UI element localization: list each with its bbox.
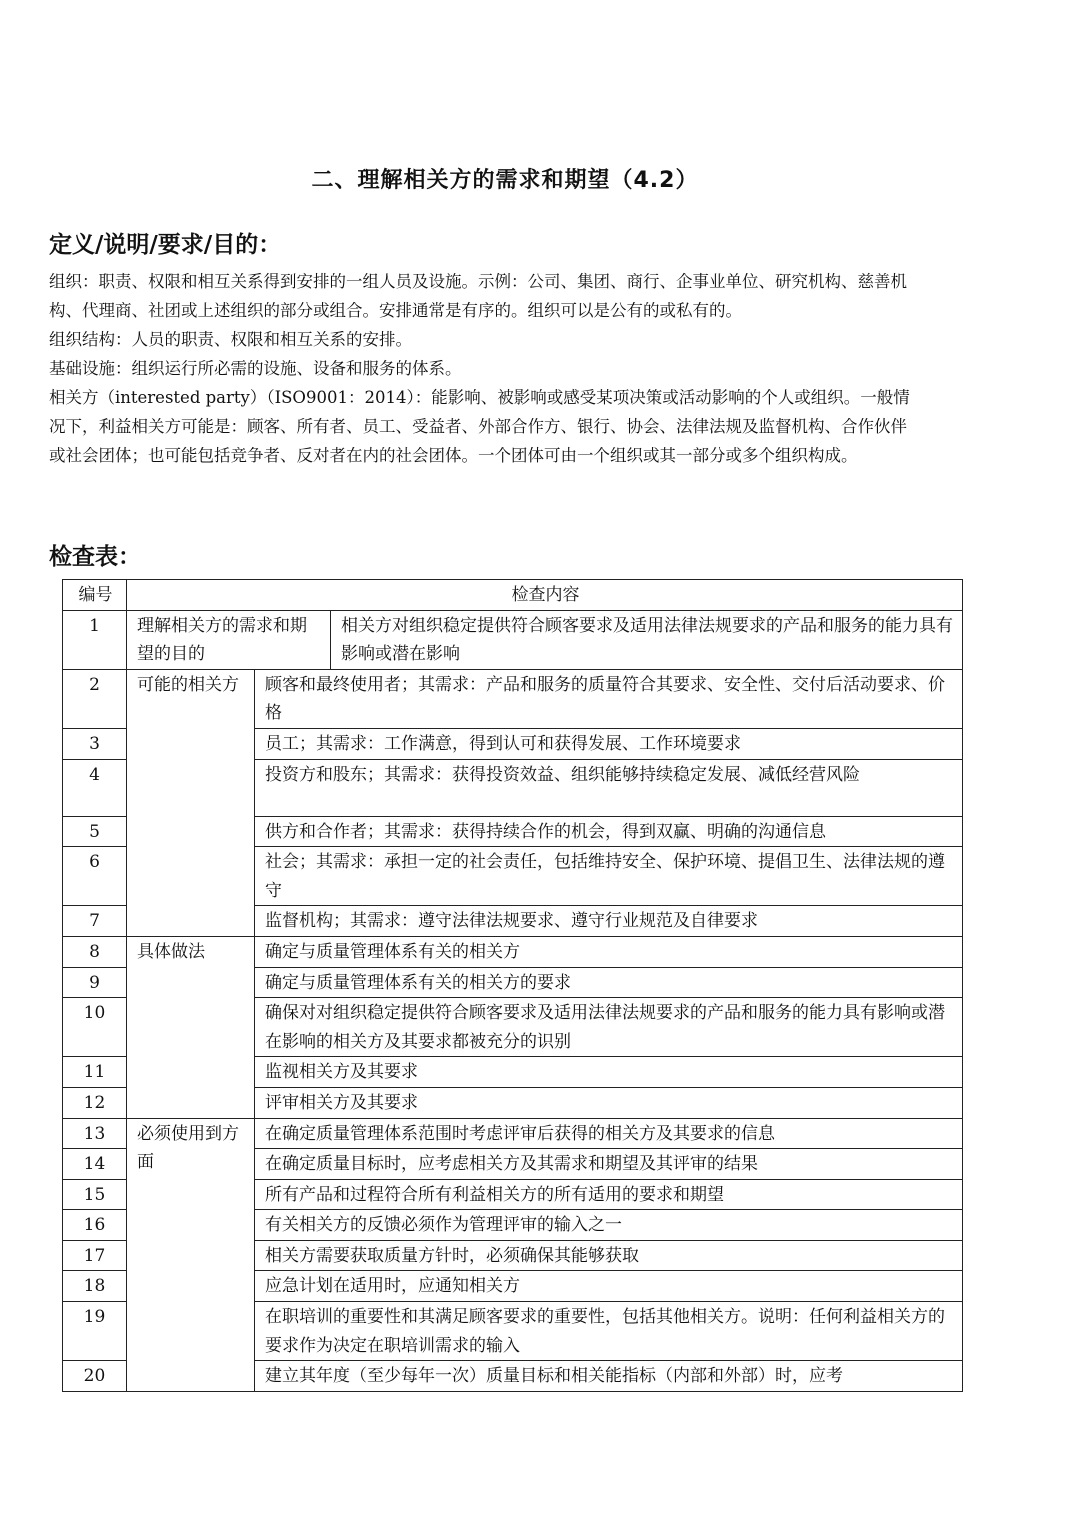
row-text: 顾客和最终使用者；其需求：产品和服务的质量符合其要求、安全性、交付后活动要求、价格 — [255, 669, 963, 728]
row-number: 12 — [63, 1087, 127, 1118]
row-number: 3 — [63, 728, 127, 759]
checklist-table — [62, 579, 963, 1392]
row-text: 在职培训的重要性和其满足顾客要求的重要性，包括其他相关方。说明：任何利益相关方的要求作为决定在职培训需求的输入 — [255, 1302, 963, 1361]
row-text: 供方和合作者；其需求：获得持续合作的机会，得到双赢、明确的沟通信息 — [255, 816, 963, 847]
paragraph-organization: 组织：职责、权限和相互关系得到安排的一组人员及设施。示例：公司、集团、商行、企事业单位、研究机构、慈善机构、代理商、社团或上述组织的部分或组合。安排通常是有序的。组织可以是公有的或私有的。 — [49, 272, 907, 320]
paragraph-interested-party: 相关方（interested party）（ISO9001：2014）：能影响、被影响或感受某项决策或活动影响的个人或组织。一般情况下，利益相关方可能是：顾客、所有者、员工、受益者、外部合作方、银行、协会、法律法规及监督机构、合作伙伴或社会团体；也可能包括竞争者、反对者在内的社会团体。一个团体可由一个组织或其一部分或多个组织构成。 — [49, 388, 910, 465]
header-no: 编号 — [63, 580, 127, 611]
row-text: 监督机构；其需求：遵守法律法规要求、遵守行业规范及自律要求 — [255, 906, 963, 937]
row-number: 1 — [63, 610, 127, 669]
row-text: 确定与质量管理体系有关的相关方的要求 — [255, 967, 963, 998]
row-number: 19 — [63, 1302, 127, 1361]
definition-paragraphs — [49, 267, 919, 470]
row-number: 8 — [63, 936, 127, 967]
row-number: 6 — [63, 847, 127, 906]
row-number: 9 — [63, 967, 127, 998]
section-heading-checklist: 检查表： — [49, 544, 141, 570]
row-number: 17 — [63, 1240, 127, 1271]
row-text: 监视相关方及其要求 — [255, 1057, 963, 1088]
table-header-row — [63, 580, 963, 611]
row-text: 建立其年度（至少每年一次）质量目标和相关能指标（内部和外部）时，应考 — [255, 1361, 963, 1392]
row-text: 有关相关方的反馈必须作为管理评审的输入之一 — [255, 1210, 963, 1241]
table-row — [63, 1118, 963, 1149]
table-row — [63, 669, 963, 728]
group-label-practice: 具体做法 — [127, 936, 255, 1118]
row-number: 20 — [63, 1361, 127, 1392]
row-number: 10 — [63, 998, 127, 1057]
row-number: 13 — [63, 1118, 127, 1149]
row-number: 7 — [63, 906, 127, 937]
page-title: 二、理解相关方的需求和期望（4.2） — [311, 168, 699, 193]
row-text: 投资方和股东；其需求：获得投资效益、组织能够持续稳定发展、减低经营风险 — [255, 759, 963, 816]
row-number: 2 — [63, 669, 127, 728]
row-number: 15 — [63, 1179, 127, 1210]
row-number: 16 — [63, 1210, 127, 1241]
paragraph-organization-structure: 组织结构：人员的职责、权限和相互关系的安排。 — [49, 330, 412, 349]
row-text: 相关方需要获取质量方针时，必须确保其能够获取 — [255, 1240, 963, 1271]
row-text: 社会；其需求：承担一定的社会责任，包括维持安全、保护环境、提倡卫生、法律法规的遵守 — [255, 847, 963, 906]
group-label-must-use: 必须使用到方面 — [127, 1118, 255, 1391]
row-text: 相关方对组织稳定提供符合顾客要求及适用法律法规要求的产品和服务的能力具有影响或潜在影响 — [331, 610, 963, 669]
table-row — [63, 610, 963, 669]
group-label-possible-parties: 可能的相关方 — [127, 669, 255, 936]
row-text: 确保对对组织稳定提供符合顾客要求及适用法律法规要求的产品和服务的能力具有影响或潜在影响的相关方及其要求都被充分的识别 — [255, 998, 963, 1057]
row-text: 所有产品和过程符合所有利益相关方的所有适用的要求和期望 — [255, 1179, 963, 1210]
row-number: 14 — [63, 1149, 127, 1180]
group-label-purpose: 理解相关方的需求和期望的目的 — [127, 610, 331, 669]
row-number: 18 — [63, 1271, 127, 1302]
row-number: 11 — [63, 1057, 127, 1088]
row-text: 应急计划在适用时，应通知相关方 — [255, 1271, 963, 1302]
row-number: 4 — [63, 759, 127, 816]
row-text: 确定与质量管理体系有关的相关方 — [255, 936, 963, 967]
section-heading-definition: 定义/说明/要求/目的： — [49, 232, 282, 258]
row-text: 在确定质量管理体系范围时考虑评审后获得的相关方及其要求的信息 — [255, 1118, 963, 1149]
row-text: 在确定质量目标时，应考虑相关方及其需求和期望及其评审的结果 — [255, 1149, 963, 1180]
row-text: 员工；其需求：工作满意，得到认可和获得发展、工作环境要求 — [255, 728, 963, 759]
row-number: 5 — [63, 816, 127, 847]
row-text: 评审相关方及其要求 — [255, 1087, 963, 1118]
table-row — [63, 936, 963, 967]
header-content: 检查内容 — [127, 580, 963, 611]
paragraph-infrastructure: 基础设施：组织运行所必需的设施、设备和服务的体系。 — [49, 359, 462, 378]
